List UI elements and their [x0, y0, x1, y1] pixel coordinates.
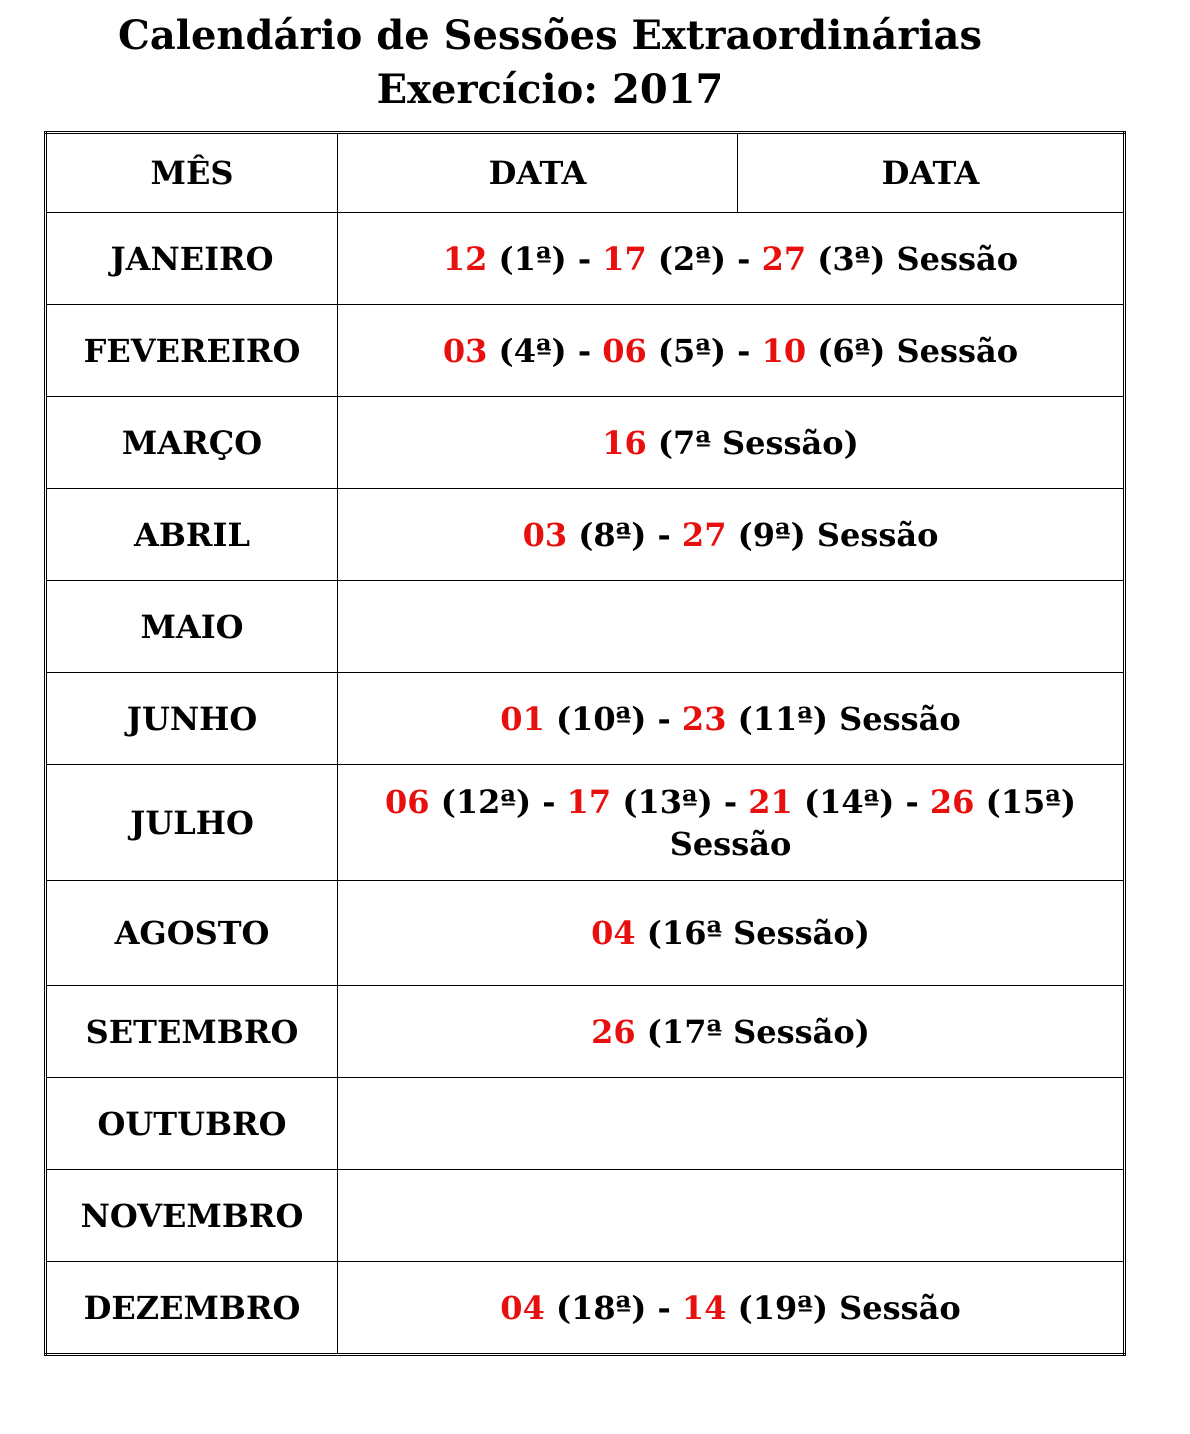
table-row [46, 1078, 1125, 1170]
table-row [46, 489, 1125, 581]
session-day: 04 [591, 914, 636, 952]
session-dates-cell [338, 213, 1125, 305]
session-day: 14 [681, 1288, 727, 1327]
session-day: 03 [442, 331, 488, 370]
session-day: 17 [602, 239, 647, 278]
table-row [46, 305, 1125, 397]
session-day: 04 [500, 1288, 545, 1327]
session-dates-cell [338, 305, 1125, 397]
session-day: 27 [681, 515, 727, 554]
table-row [46, 581, 1125, 673]
month-cell: NOVEMBRO [46, 1170, 338, 1262]
session-day: 03 [522, 515, 568, 554]
session-label: (17ª Sessão) [635, 1012, 870, 1051]
session-label: (7ª Sessão) [646, 423, 859, 462]
month-cell: SETEMBRO [46, 986, 338, 1078]
session-dates-cell [338, 1170, 1125, 1262]
table-row [46, 881, 1125, 986]
month-cell: OUTUBRO [46, 1078, 338, 1170]
table-row [46, 765, 1125, 881]
table-body [46, 213, 1125, 1355]
document-title: Calendário de Sessões Extraordinárias [118, 12, 982, 59]
table-row [46, 673, 1125, 765]
table-row [46, 1262, 1125, 1355]
session-label: (2ª) - [646, 239, 762, 278]
session-day: 06 [602, 331, 647, 370]
month-cell: JANEIRO [46, 213, 338, 305]
session-label: (8ª) - [567, 515, 682, 554]
session-day: 10 [761, 331, 807, 370]
session-dates-cell [338, 881, 1125, 986]
session-dates-cell [338, 673, 1125, 765]
header-date-2: DATA [738, 133, 1125, 213]
session-day: 26 [591, 1012, 636, 1051]
header-month: MÊS [46, 133, 338, 213]
session-day: 01 [500, 699, 545, 738]
session-label: (5ª) - [646, 331, 762, 370]
table-row [46, 986, 1125, 1078]
session-day: 23 [681, 699, 727, 738]
session-label: (15ª) Sessão [669, 782, 1088, 863]
session-label: (3ª) Sessão [806, 239, 1019, 278]
session-dates-cell [338, 1262, 1125, 1355]
session-day: 06 [385, 782, 430, 821]
session-label: (1ª) - [487, 239, 603, 278]
session-dates-cell [338, 765, 1125, 881]
month-cell: JULHO [46, 765, 338, 881]
header-date-1: DATA [338, 133, 738, 213]
session-dates-cell [338, 397, 1125, 489]
session-dates-cell [338, 1078, 1125, 1170]
session-day: 16 [602, 423, 647, 462]
table-row [46, 1170, 1125, 1262]
session-label: (18ª) - [544, 1288, 682, 1327]
session-label: (12ª) - [429, 782, 567, 821]
month-cell: FEVEREIRO [46, 305, 338, 397]
session-label: (6ª) Sessão [806, 331, 1019, 370]
session-day: 21 [748, 782, 793, 821]
session-label: (9ª) Sessão [726, 515, 939, 554]
table-row [46, 213, 1125, 305]
sessions-calendar-table [44, 131, 1126, 1356]
session-label: (14ª) - [792, 782, 930, 821]
session-label: (16ª Sessão) [635, 914, 870, 952]
document-subtitle: Exercício: 2017 [376, 66, 724, 113]
session-label: (11ª) Sessão [726, 699, 961, 738]
session-dates-cell [338, 489, 1125, 581]
month-cell: MARÇO [46, 397, 338, 489]
session-dates-cell [338, 581, 1125, 673]
month-cell: MAIO [46, 581, 338, 673]
month-cell: ABRIL [46, 489, 338, 581]
session-label: (19ª) Sessão [726, 1288, 961, 1327]
session-label: (4ª) - [487, 331, 603, 370]
session-label: (13ª) - [611, 782, 749, 821]
session-day: 27 [761, 239, 807, 278]
table-header-row [46, 133, 1125, 213]
session-day: 12 [442, 239, 488, 278]
session-day: 17 [566, 782, 612, 821]
session-dates-cell [338, 986, 1125, 1078]
month-cell: DEZEMBRO [46, 1262, 338, 1355]
month-cell: AGOSTO [46, 881, 338, 986]
month-cell: JUNHO [46, 673, 338, 765]
session-label: (10ª) - [544, 699, 682, 738]
session-day: 26 [929, 782, 975, 821]
table-row [46, 397, 1125, 489]
